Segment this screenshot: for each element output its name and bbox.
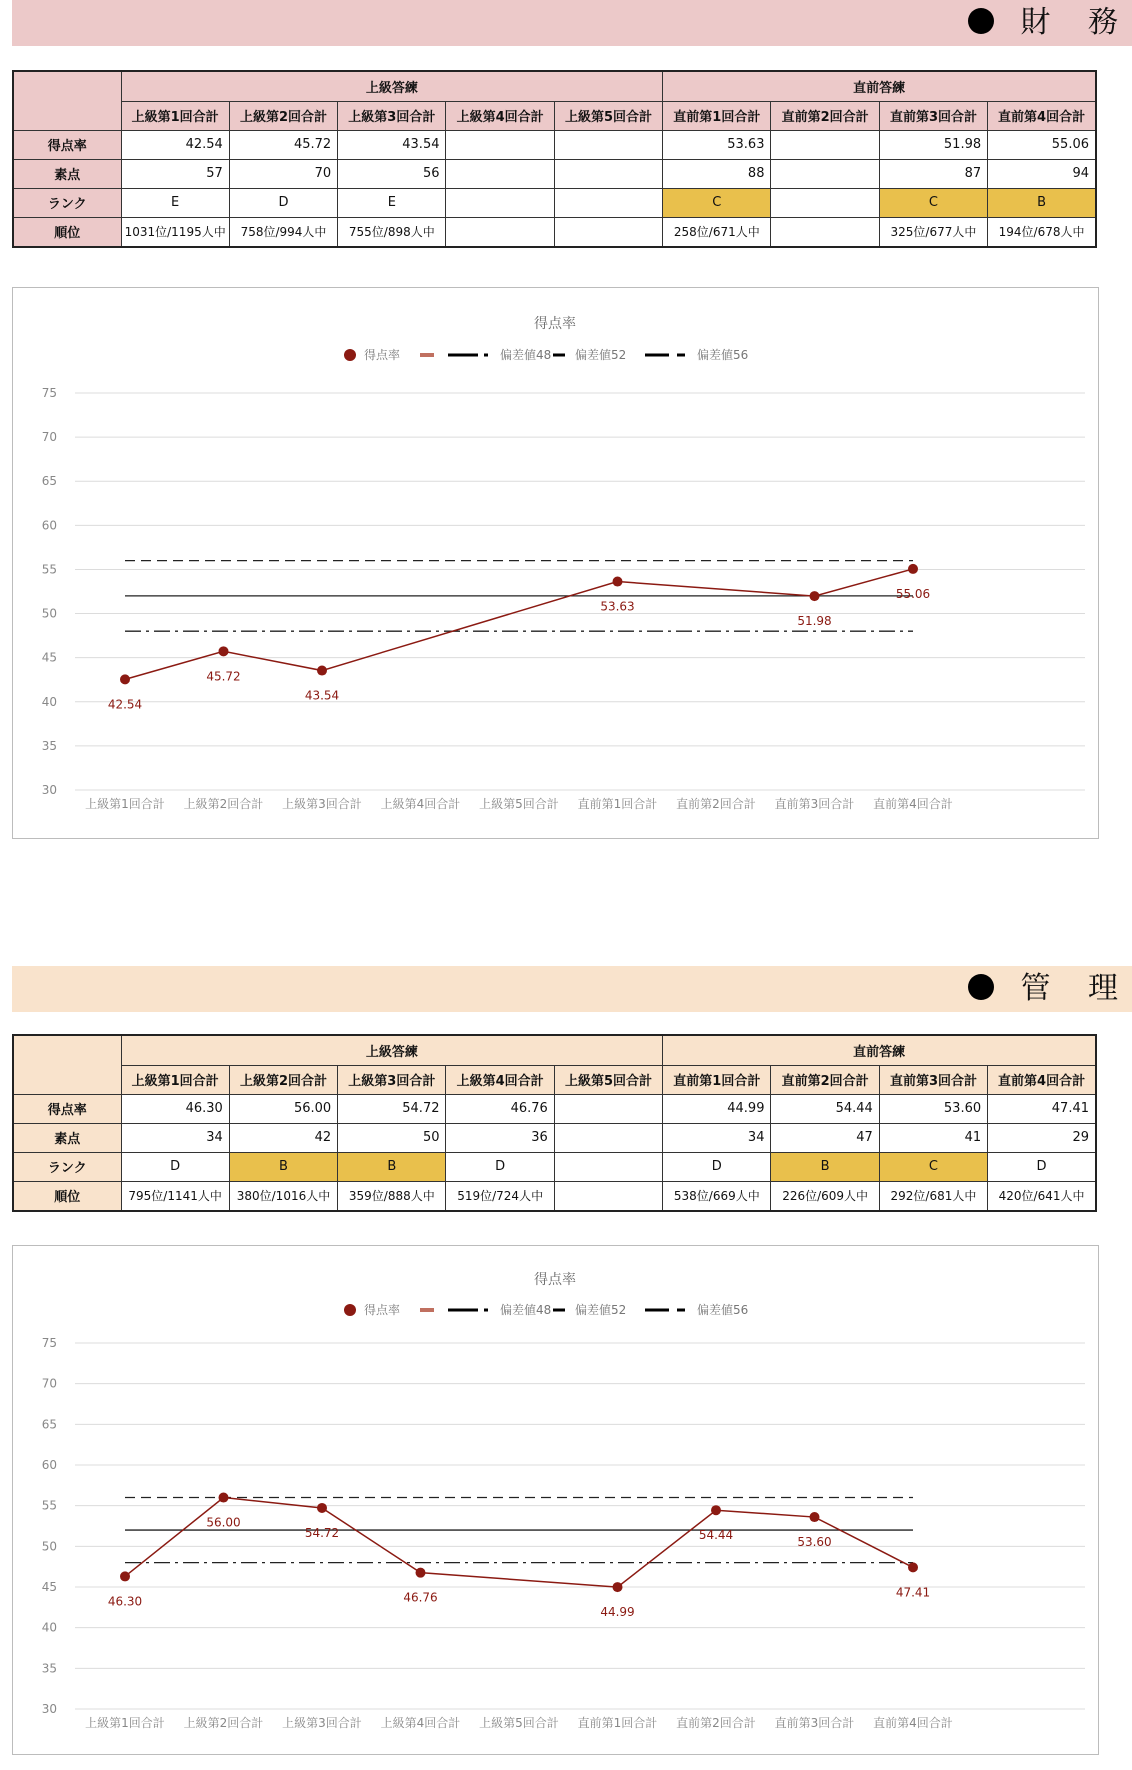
- row-label: 順位: [13, 217, 121, 247]
- data-label: 54.44: [698, 1528, 734, 1543]
- data-point: [810, 591, 820, 601]
- placement-cell: 758位/994人中: [229, 217, 337, 247]
- column-header: 直前第4回合計: [988, 1065, 1096, 1094]
- data-label: 42.54: [107, 697, 143, 712]
- score-rate-cell: 53.63: [663, 130, 771, 159]
- group-header-final: 直前答練: [663, 71, 1096, 101]
- row-label: 得点率: [13, 130, 121, 159]
- data-label: 46.30: [107, 1594, 143, 1609]
- rank-grade-cell: [446, 188, 554, 217]
- x-tick-label: 直前第4回合計: [873, 797, 953, 811]
- rank-grade-cell: B: [338, 1152, 446, 1181]
- column-header: 直前第1回合計: [663, 101, 771, 130]
- rank-grade-cell: C: [663, 188, 771, 217]
- score-table-management: [12, 1034, 1097, 1212]
- column-header: 直前第3回合計: [879, 101, 987, 130]
- rank-grade-cell: D: [121, 1152, 229, 1181]
- raw-score-cell: [554, 1123, 662, 1152]
- chart-title: 得点率: [534, 1272, 576, 1288]
- legend-label: 偏差値56: [697, 1303, 749, 1317]
- data-label: 43.54: [304, 688, 340, 703]
- y-tick-label: 70: [41, 1376, 57, 1391]
- row-label: 順位: [13, 1181, 121, 1211]
- y-tick-label: 75: [41, 386, 57, 400]
- score-rate-cell: 51.98: [879, 130, 987, 159]
- section-band-management: [12, 966, 1132, 1012]
- data-point: [219, 1493, 229, 1503]
- score-rate-cell: 54.44: [771, 1094, 879, 1123]
- placement-cell: 359位/888人中: [338, 1181, 446, 1211]
- score-table-finance: [12, 70, 1097, 248]
- table-corner: [13, 71, 121, 130]
- raw-score-cell: 56: [338, 159, 446, 188]
- raw-score-cell: [554, 159, 662, 188]
- raw-score-cell: 34: [663, 1123, 771, 1152]
- score-rate-cell: 46.30: [121, 1094, 229, 1123]
- y-tick-label: 55: [41, 1498, 57, 1513]
- column-header: 上級第2回合計: [229, 1065, 337, 1094]
- placement-cell: 292位/681人中: [879, 1181, 987, 1211]
- score-rate-cell: 47.41: [988, 1094, 1096, 1123]
- legend-label: 得点率: [364, 348, 401, 362]
- raw-score-cell: 88: [663, 159, 771, 188]
- score-rate-cell: 42.54: [121, 130, 229, 159]
- placement-cell: 226位/609人中: [771, 1181, 879, 1211]
- rank-grade-cell: C: [879, 188, 987, 217]
- legend-label: 偏差値56: [697, 348, 749, 362]
- y-tick-label: 60: [41, 1458, 57, 1472]
- data-label: 47.41: [895, 1585, 931, 1600]
- y-tick-label: 50: [41, 1539, 57, 1554]
- y-tick-label: 30: [41, 783, 57, 797]
- x-tick-label: 上級第5回合計: [479, 1716, 559, 1730]
- raw-score-cell: [446, 159, 554, 188]
- section-title: 財 務: [1020, 5, 1132, 40]
- data-label: 53.60: [797, 1535, 832, 1550]
- column-header: 直前第3回合計: [879, 1065, 987, 1094]
- line-chart-svg: [13, 288, 1098, 838]
- raw-score-cell: 29: [988, 1123, 1096, 1152]
- chart-finance: [12, 287, 1099, 839]
- y-tick-label: 35: [41, 1661, 57, 1676]
- x-tick-label: 直前第3回合計: [774, 797, 855, 811]
- column-header: 上級第5回合計: [554, 101, 662, 130]
- bullet-dot-icon: [968, 974, 994, 1000]
- raw-score-cell: 41: [879, 1123, 987, 1152]
- placement-cell: 258位/671人中: [663, 217, 771, 247]
- x-tick-label: 直前第2回合計: [676, 797, 756, 811]
- y-tick-label: 75: [41, 1336, 57, 1350]
- placement-cell: 755位/898人中: [338, 217, 446, 247]
- y-tick-label: 40: [41, 1620, 57, 1635]
- score-rate-cell: 53.60: [879, 1094, 987, 1123]
- placement-cell: 380位/1016人中: [229, 1181, 337, 1211]
- chart-legend: [344, 1302, 748, 1317]
- data-point: [219, 646, 229, 656]
- x-tick-label: 上級第1回合計: [85, 797, 165, 811]
- y-tick-label: 65: [41, 1417, 57, 1432]
- data-label: 46.76: [403, 1590, 438, 1605]
- bullet-dot-icon: [968, 8, 994, 34]
- line-chart-svg: [13, 1246, 1098, 1754]
- legend-label: 偏差値48: [500, 1303, 552, 1317]
- column-header: 上級第5回合計: [554, 1065, 662, 1094]
- y-tick-label: 65: [41, 474, 57, 489]
- data-point: [810, 1512, 820, 1522]
- column-header: 直前第2回合計: [771, 101, 879, 130]
- score-rate-cell: 54.72: [338, 1094, 446, 1123]
- rank-grade-cell: E: [121, 188, 229, 217]
- row-label: 素点: [13, 1123, 121, 1152]
- raw-score-cell: [771, 159, 879, 188]
- legend-label: 偏差値52: [575, 1303, 627, 1317]
- legend-label: 偏差値48: [500, 348, 552, 362]
- data-label: 55.06: [895, 586, 931, 601]
- legend-marker-score-rate: [344, 349, 356, 361]
- series-line-score-rate: [125, 1498, 913, 1588]
- placement-cell: [554, 217, 662, 247]
- placement-cell: [554, 1181, 662, 1211]
- x-tick-label: 上級第3回合計: [282, 1716, 362, 1730]
- data-label: 44.99: [600, 1605, 635, 1620]
- raw-score-cell: 94: [988, 159, 1096, 188]
- x-tick-label: 上級第4回合計: [380, 1716, 461, 1730]
- row-label: ランク: [13, 1152, 121, 1181]
- rank-grade-cell: D: [663, 1152, 771, 1181]
- data-point: [613, 577, 623, 587]
- column-header: 直前第2回合計: [771, 1065, 879, 1094]
- raw-score-cell: 87: [879, 159, 987, 188]
- raw-score-cell: 34: [121, 1123, 229, 1152]
- x-tick-label: 上級第4回合計: [380, 797, 461, 811]
- data-point: [120, 1571, 130, 1581]
- rank-grade-cell: B: [229, 1152, 337, 1181]
- rank-grade-cell: E: [338, 188, 446, 217]
- x-tick-label: 直前第1回合計: [577, 1716, 658, 1730]
- series-line-score-rate: [125, 569, 913, 679]
- column-header: 直前第1回合計: [663, 1065, 771, 1094]
- column-header: 上級第1回合計: [121, 1065, 229, 1094]
- column-header: 上級第1回合計: [121, 101, 229, 130]
- column-header: 上級第3回合計: [338, 101, 446, 130]
- y-tick-label: 30: [41, 1702, 57, 1716]
- column-header: 上級第2回合計: [229, 101, 337, 130]
- data-point: [613, 1582, 623, 1592]
- rank-grade-cell: B: [771, 1152, 879, 1181]
- x-tick-label: 直前第2回合計: [676, 1716, 756, 1730]
- placement-cell: 538位/669人中: [663, 1181, 771, 1211]
- column-header: 上級第4回合計: [446, 101, 554, 130]
- rank-grade-cell: [554, 188, 662, 217]
- data-label: 56.00: [206, 1515, 241, 1530]
- x-tick-label: 直前第4回合計: [873, 1716, 953, 1730]
- y-tick-label: 50: [41, 606, 57, 621]
- chart-management: [12, 1245, 1099, 1755]
- section-band-finance: [12, 0, 1132, 46]
- x-tick-label: 上級第2回合計: [183, 1716, 264, 1730]
- legend-marker-score-rate: [344, 1304, 356, 1316]
- score-rate-cell: [554, 130, 662, 159]
- x-tick-label: 直前第3回合計: [774, 1716, 855, 1730]
- rank-grade-cell: D: [229, 188, 337, 217]
- section-title: 管 理: [1020, 971, 1132, 1006]
- y-tick-label: 70: [41, 430, 57, 445]
- score-rate-cell: 55.06: [988, 130, 1096, 159]
- rank-grade-cell: B: [988, 188, 1096, 217]
- rank-grade-cell: [554, 1152, 662, 1181]
- data-point: [317, 1503, 327, 1513]
- chart-legend: [344, 347, 748, 362]
- row-label: ランク: [13, 188, 121, 217]
- placement-cell: 194位/678人中: [988, 217, 1096, 247]
- score-rate-cell: [554, 1094, 662, 1123]
- score-rate-cell: 46.76: [446, 1094, 554, 1123]
- placement-cell: 795位/1141人中: [121, 1181, 229, 1211]
- x-tick-label: 上級第3回合計: [282, 797, 362, 811]
- data-label: 54.72: [304, 1525, 340, 1540]
- data-label: 53.63: [600, 599, 635, 614]
- rank-grade-cell: C: [879, 1152, 987, 1181]
- y-tick-label: 35: [41, 738, 57, 753]
- x-tick-label: 上級第1回合計: [85, 1716, 165, 1730]
- rank-grade-cell: D: [446, 1152, 554, 1181]
- raw-score-cell: 70: [229, 159, 337, 188]
- x-tick-label: 直前第1回合計: [577, 797, 658, 811]
- data-point: [120, 674, 130, 684]
- score-rate-cell: 45.72: [229, 130, 337, 159]
- chart-title: 得点率: [534, 316, 576, 332]
- column-header: 直前第4回合計: [988, 101, 1096, 130]
- x-tick-label: 上級第5回合計: [479, 797, 559, 811]
- placement-cell: 325位/677人中: [879, 217, 987, 247]
- data-point: [711, 1505, 721, 1515]
- raw-score-cell: 36: [446, 1123, 554, 1152]
- score-rate-cell: 43.54: [338, 130, 446, 159]
- score-rate-cell: 56.00: [229, 1094, 337, 1123]
- placement-cell: 420位/641人中: [988, 1181, 1096, 1211]
- placement-cell: 1031位/1195人中: [121, 217, 229, 247]
- data-point: [908, 1562, 918, 1572]
- table-corner: [13, 1035, 121, 1094]
- legend-swatch-line: [420, 1308, 434, 1312]
- y-tick-label: 45: [41, 650, 57, 665]
- score-rate-cell: 44.99: [663, 1094, 771, 1123]
- y-tick-label: 45: [41, 1580, 57, 1594]
- data-point: [908, 564, 918, 574]
- placement-cell: [446, 217, 554, 247]
- group-header-upper: 上級答練: [121, 1035, 663, 1065]
- legend-label: 偏差値52: [575, 348, 627, 362]
- y-tick-label: 55: [41, 562, 57, 577]
- raw-score-cell: 42: [229, 1123, 337, 1152]
- rank-grade-cell: [771, 188, 879, 217]
- data-label: 51.98: [797, 614, 832, 629]
- y-tick-label: 40: [41, 694, 57, 709]
- y-tick-label: 60: [41, 518, 57, 533]
- data-point: [317, 666, 327, 676]
- rank-grade-cell: D: [988, 1152, 1096, 1181]
- data-point: [416, 1568, 426, 1578]
- column-header: 上級第4回合計: [446, 1065, 554, 1094]
- score-rate-cell: [771, 130, 879, 159]
- raw-score-cell: 50: [338, 1123, 446, 1152]
- legend-label: 得点率: [364, 1303, 401, 1317]
- group-header-final: 直前答練: [663, 1035, 1096, 1065]
- raw-score-cell: 47: [771, 1123, 879, 1152]
- raw-score-cell: 57: [121, 159, 229, 188]
- data-label: 45.72: [206, 669, 241, 684]
- placement-cell: [771, 217, 879, 247]
- x-tick-label: 上級第2回合計: [183, 797, 264, 811]
- row-label: 素点: [13, 159, 121, 188]
- score-rate-cell: [446, 130, 554, 159]
- placement-cell: 519位/724人中: [446, 1181, 554, 1211]
- column-header: 上級第3回合計: [338, 1065, 446, 1094]
- group-header-upper: 上級答練: [121, 71, 663, 101]
- row-label: 得点率: [13, 1094, 121, 1123]
- legend-swatch-line: [420, 353, 434, 357]
